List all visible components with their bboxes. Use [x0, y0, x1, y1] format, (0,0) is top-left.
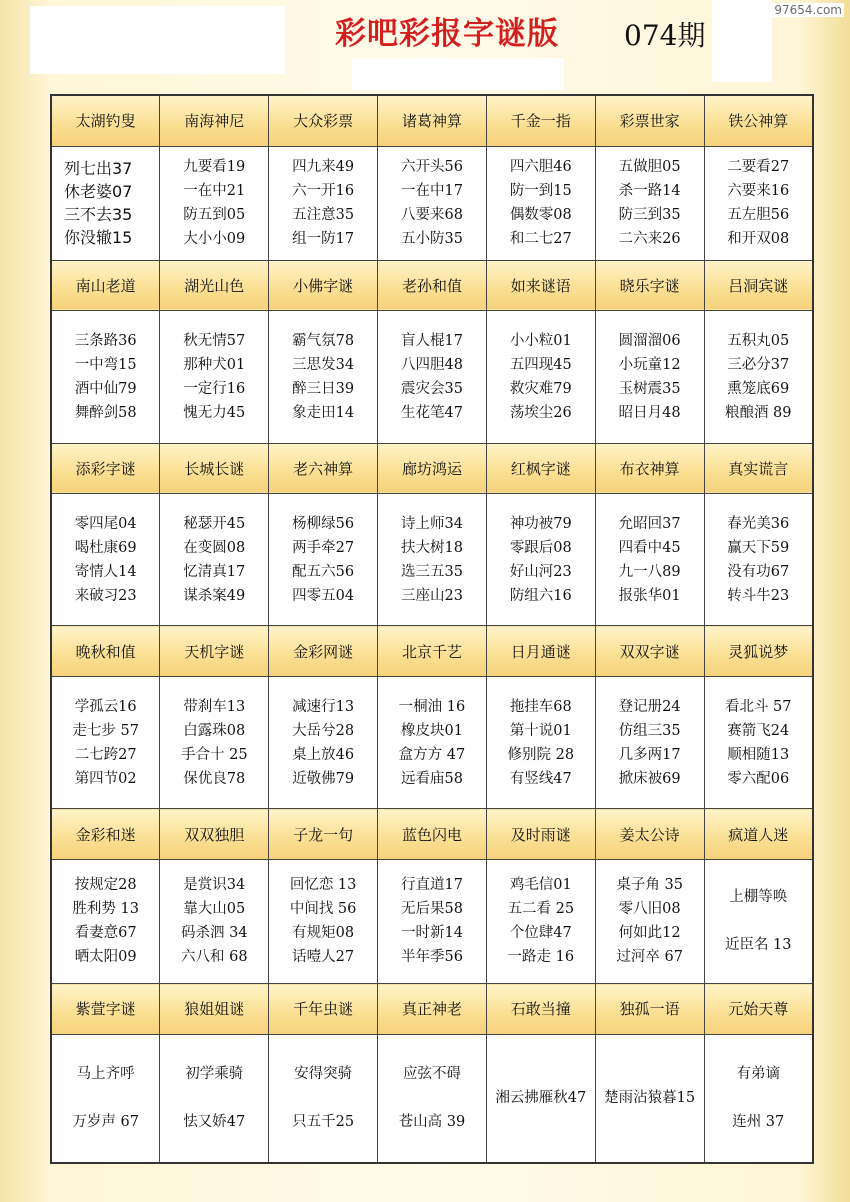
white-mask-center [352, 58, 564, 90]
puzzle-cell [378, 1034, 487, 1163]
puzzle-line: 扶大树18 [400, 539, 463, 556]
puzzle-line: 白露珠08 [183, 722, 246, 739]
puzzle-cell [595, 146, 704, 260]
puzzle-line: 仿组三35 [618, 722, 681, 739]
puzzle-line: 秘瑟开45 [183, 515, 246, 532]
puzzle-line: 允昭回37 [618, 515, 681, 532]
puzzle-line: 组一防17 [292, 231, 355, 248]
body-row [51, 311, 813, 443]
puzzle-line: 盒方方 47 [398, 746, 466, 763]
puzzle-line: 来破习23 [74, 587, 137, 604]
puzzle-cell [51, 676, 160, 808]
puzzle-line: 零八旧08 [618, 901, 681, 918]
puzzle-line: 象走田14 [292, 404, 355, 421]
puzzle-cell [595, 1034, 704, 1163]
puzzle-line: 盲人棍17 [400, 332, 463, 349]
puzzle-line: 偶数零08 [509, 207, 572, 224]
puzzle-line: 在变圆08 [183, 539, 246, 556]
puzzle-line: 四零五04 [292, 587, 355, 604]
puzzle-line: 那种犬01 [183, 356, 246, 373]
puzzle-line: 八要来68 [400, 207, 463, 224]
puzzle-line: 无后果58 [400, 901, 463, 918]
puzzle-line: 一路走 16 [507, 949, 575, 966]
white-mask-right [712, 0, 772, 82]
page-title: 彩吧彩报字谜版 [335, 16, 559, 52]
puzzle-line: 大岳兮28 [292, 722, 355, 739]
puzzle-line: 谋杀案49 [183, 587, 246, 604]
puzzle-line: 一时新14 [400, 925, 463, 942]
puzzle-line: 一定行16 [183, 380, 246, 397]
puzzle-line: 拖挂车68 [509, 698, 572, 715]
puzzle-line: 杀一路14 [618, 183, 681, 200]
puzzle-line: 顺相随13 [727, 746, 790, 763]
header-row [51, 809, 813, 860]
puzzle-line: 粮酿酒 89 [724, 404, 792, 421]
puzzle-line: 九一八89 [618, 563, 681, 580]
column-header: 及时雨谜 [486, 809, 595, 860]
puzzle-line: 五做胆05 [618, 159, 681, 176]
puzzle-line: 忆清真17 [183, 563, 246, 580]
puzzle-cell [269, 311, 378, 443]
puzzle-line: 八四胆48 [400, 356, 463, 373]
body-row [51, 676, 813, 808]
puzzle-cell [269, 676, 378, 808]
puzzle-line: 一中弯15 [74, 356, 137, 373]
puzzle-line: 个位肆47 [509, 925, 572, 942]
puzzle-line: 两手牵27 [292, 539, 355, 556]
puzzle-line: 五二看 25 [507, 901, 575, 918]
puzzle-line: 杨柳绿56 [292, 515, 355, 532]
puzzle-line: 五四现45 [509, 356, 572, 373]
puzzle-line: 零四尾04 [74, 515, 137, 532]
puzzle-cell [160, 494, 269, 626]
puzzle-cell [269, 146, 378, 260]
puzzle-line: 诗上师34 [400, 515, 463, 532]
puzzle-line: 防三到35 [618, 207, 681, 224]
puzzle-line: 六要来16 [727, 183, 790, 200]
column-header: 千金一指 [486, 95, 595, 146]
column-header: 真实谎言 [704, 443, 813, 494]
puzzle-line: 零六配06 [727, 770, 790, 787]
puzzle-line: 休老婆07 [64, 182, 133, 202]
puzzle-cell [704, 494, 813, 626]
column-header: 疯道人迷 [704, 809, 813, 860]
puzzle-line: 酒中仙79 [74, 380, 137, 397]
puzzle-line: 万岁声 67 [72, 1114, 139, 1131]
puzzle-cell [51, 311, 160, 443]
puzzle-line: 醉三日39 [292, 380, 355, 397]
column-header: 金彩网谜 [269, 626, 378, 677]
column-header: 晓乐字谜 [595, 260, 704, 311]
puzzle-cell [160, 859, 269, 983]
header-row [51, 984, 813, 1035]
column-header: 布衣神算 [595, 443, 704, 494]
column-header: 日月通谜 [486, 626, 595, 677]
puzzle-line: 好山河23 [509, 563, 572, 580]
puzzle-line: 零跟后08 [509, 539, 572, 556]
puzzle-cell [51, 859, 160, 983]
column-header: 双双字谜 [595, 626, 704, 677]
puzzle-cell [486, 1034, 595, 1163]
column-header: 南山老道 [51, 260, 160, 311]
puzzle-line: 防一到15 [509, 183, 572, 200]
puzzle-line: 寄情人14 [74, 563, 137, 580]
puzzle-line: 秋无情57 [183, 332, 246, 349]
puzzle-line: 五积丸05 [727, 332, 790, 349]
puzzle-line: 修别院 28 [507, 746, 575, 763]
puzzle-line: 桌上放46 [292, 746, 355, 763]
puzzle-line: 几多两17 [618, 746, 681, 763]
puzzle-cell [51, 146, 160, 260]
puzzle-cell [486, 494, 595, 626]
puzzle-cell [595, 859, 704, 983]
column-header: 子龙一句 [269, 809, 378, 860]
puzzle-line: 列七出37 [64, 159, 133, 179]
puzzle-line: 六八和 68 [180, 949, 248, 966]
puzzle-line: 五小防35 [400, 231, 463, 248]
puzzle-line: 靠大山05 [183, 901, 246, 918]
column-header: 老孙和值 [378, 260, 487, 311]
puzzle-cell [378, 146, 487, 260]
puzzle-cell [595, 311, 704, 443]
puzzle-line: 五注意35 [292, 207, 355, 224]
puzzle-line: 小玩童12 [618, 356, 681, 373]
puzzle-table [50, 94, 814, 1164]
puzzle-line: 何如此12 [618, 925, 681, 942]
puzzle-line: 你没辙15 [64, 228, 133, 248]
issue-number: 074期 [624, 19, 706, 52]
puzzle-line: 一在中17 [400, 183, 463, 200]
puzzle-cell [378, 494, 487, 626]
puzzle-line: 防组六16 [509, 587, 572, 604]
body-row [51, 1034, 813, 1163]
puzzle-line: 回忆恋 13 [289, 877, 357, 894]
body-row [51, 859, 813, 983]
header-row [51, 260, 813, 311]
puzzle-line: 赢天下59 [727, 539, 790, 556]
puzzle-line: 按规定28 [74, 877, 137, 894]
puzzle-cell [486, 676, 595, 808]
puzzle-line: 选三五35 [400, 563, 463, 580]
puzzle-line: 大小小09 [183, 231, 246, 248]
column-header: 姜太公诗 [595, 809, 704, 860]
puzzle-line: 昭日月48 [618, 404, 681, 421]
puzzle-line: 春光美36 [727, 515, 790, 532]
puzzle-line: 第十说01 [509, 722, 572, 739]
puzzle-line: 二七跨27 [74, 746, 137, 763]
puzzle-cell [704, 311, 813, 443]
column-header: 添彩字谜 [51, 443, 160, 494]
puzzle-line: 晒太阳09 [74, 949, 137, 966]
puzzle-cell [269, 1034, 378, 1163]
column-header: 元始天尊 [704, 984, 813, 1035]
puzzle-cell [269, 859, 378, 983]
header-row [51, 626, 813, 677]
puzzle-line: 有竖线47 [509, 770, 572, 787]
column-header: 红枫字谜 [486, 443, 595, 494]
puzzle-line: 二要看27 [727, 159, 790, 176]
puzzle-cell [704, 1034, 813, 1163]
puzzle-line: 震灾会35 [400, 380, 463, 397]
puzzle-line: 三思发34 [292, 356, 355, 373]
puzzle-line: 六开头56 [400, 159, 463, 176]
puzzle-cell [378, 859, 487, 983]
column-header: 千年虫谜 [269, 984, 378, 1035]
puzzle-line: 配五六56 [292, 563, 355, 580]
puzzle-line: 霸气氛78 [292, 332, 355, 349]
puzzle-cell [269, 494, 378, 626]
site-watermark: 97654.com [774, 3, 842, 17]
header-row [51, 443, 813, 494]
puzzle-line: 是赏识34 [183, 877, 246, 894]
column-header: 彩票世家 [595, 95, 704, 146]
body-row [51, 146, 813, 260]
column-header: 太湖钓叟 [51, 95, 160, 146]
puzzle-line: 三不去35 [64, 205, 133, 225]
puzzle-line: 三条路36 [74, 332, 137, 349]
puzzle-line: 橡皮块01 [400, 722, 463, 739]
column-header: 金彩和迷 [51, 809, 160, 860]
column-header: 廊坊鸿运 [378, 443, 487, 494]
puzzle-line: 五左胆56 [727, 207, 790, 224]
puzzle-cell [486, 859, 595, 983]
puzzle-cell [595, 494, 704, 626]
puzzle-line: 四六胆46 [509, 159, 572, 176]
puzzle-line: 带刹车13 [183, 698, 246, 715]
puzzle-line: 九要看19 [183, 159, 246, 176]
puzzle-line: 第四节02 [74, 770, 137, 787]
column-header: 双双独胆 [160, 809, 269, 860]
column-header: 真正神老 [378, 984, 487, 1035]
puzzle-line: 救灾难79 [509, 380, 572, 397]
puzzle-line: 走七步 57 [72, 722, 139, 739]
puzzle-cell [51, 1034, 160, 1163]
puzzle-line: 桌子角 35 [616, 877, 683, 894]
puzzle-line: 荡埃尘26 [509, 404, 572, 421]
column-header: 吕洞宾谜 [704, 260, 813, 311]
puzzle-line: 初学乘骑 [185, 1066, 244, 1083]
puzzle-cell [160, 311, 269, 443]
puzzle-line: 掀床被69 [618, 770, 681, 787]
puzzle-cell [51, 494, 160, 626]
puzzle-cell [160, 146, 269, 260]
header-row [51, 95, 813, 146]
column-header: 紫萱字谜 [51, 984, 160, 1035]
puzzle-line: 码杀泗 34 [180, 925, 248, 942]
puzzle-line: 舞醉剑58 [74, 404, 137, 421]
puzzle-line: 报张华01 [618, 587, 681, 604]
puzzle-line: 看北斗 57 [724, 698, 792, 715]
puzzle-line: 减速行13 [292, 698, 355, 715]
puzzle-line: 应弦不碍 [402, 1066, 461, 1083]
puzzle-line: 苍山高 39 [398, 1114, 466, 1131]
column-header: 铁公神算 [704, 95, 813, 146]
column-header: 如来谜语 [486, 260, 595, 311]
puzzle-line: 三座山23 [400, 587, 463, 604]
column-header: 晚秋和值 [51, 626, 160, 677]
puzzle-line: 玉树震35 [618, 380, 681, 397]
column-header: 灵狐说梦 [704, 626, 813, 677]
puzzle-line: 手合十 25 [180, 746, 248, 763]
puzzle-line: 鸡毛信01 [509, 877, 572, 894]
puzzle-cell [595, 676, 704, 808]
puzzle-line: 转斗牛23 [727, 587, 790, 604]
puzzle-line: 只五千25 [292, 1114, 355, 1131]
puzzle-line: 和二七27 [509, 231, 572, 248]
puzzle-cell [486, 146, 595, 260]
column-header: 老六神算 [269, 443, 378, 494]
puzzle-cell [378, 676, 487, 808]
column-header: 狼姐姐谜 [160, 984, 269, 1035]
puzzle-line: 愧无力45 [183, 404, 246, 421]
puzzle-cell [160, 676, 269, 808]
puzzle-line: 防五到05 [183, 207, 246, 224]
body-row [51, 494, 813, 626]
puzzle-line: 喝杜康69 [74, 539, 137, 556]
puzzle-cell [704, 859, 813, 983]
puzzle-cell [160, 1034, 269, 1163]
column-header: 湖光山色 [160, 260, 269, 311]
puzzle-line: 胜利势 13 [72, 901, 139, 918]
puzzle-line: 生花笔47 [400, 404, 463, 421]
puzzle-line: 行直道17 [400, 877, 463, 894]
puzzle-line: 连州 37 [732, 1114, 785, 1131]
puzzle-line: 六一开16 [292, 183, 355, 200]
puzzle-line: 没有功67 [727, 563, 790, 580]
puzzle-line: 近臣名 13 [724, 937, 792, 954]
puzzle-cell [378, 311, 487, 443]
puzzle-line: 楚雨沾猿暮15 [604, 1090, 696, 1107]
puzzle-line: 有规矩08 [292, 925, 355, 942]
puzzle-line: 一在中21 [183, 183, 246, 200]
column-header: 小佛字谜 [269, 260, 378, 311]
puzzle-line: 学孤云16 [74, 698, 137, 715]
puzzle-line: 安得突骑 [294, 1066, 353, 1083]
puzzle-line: 半年季56 [400, 949, 463, 966]
column-header: 长城长谜 [160, 443, 269, 494]
column-header: 北京千艺 [378, 626, 487, 677]
puzzle-line: 熏笼底69 [727, 380, 790, 397]
puzzle-line: 三必分37 [727, 356, 790, 373]
column-header: 天机字谜 [160, 626, 269, 677]
puzzle-line: 一桐油 16 [398, 698, 466, 715]
puzzle-line: 四看中45 [618, 539, 681, 556]
puzzle-line: 湘云拂雁秋47 [495, 1090, 587, 1107]
column-header: 南海神尼 [160, 95, 269, 146]
puzzle-line: 和开双08 [727, 231, 790, 248]
puzzle-line: 小小粒01 [509, 332, 572, 349]
puzzle-line: 远看庙58 [400, 770, 463, 787]
column-header: 诸葛神算 [378, 95, 487, 146]
puzzle-line: 登记册24 [618, 698, 681, 715]
puzzle-line: 怯又娇47 [183, 1114, 246, 1131]
puzzle-line: 圆溜溜06 [618, 332, 681, 349]
puzzle-cell [486, 311, 595, 443]
puzzle-line: 过河卒 67 [616, 949, 683, 966]
puzzle-line: 上棚等唤 [729, 889, 788, 906]
column-header: 独孤一语 [595, 984, 704, 1035]
puzzle-line: 话噎人27 [292, 949, 355, 966]
puzzle-cell [704, 146, 813, 260]
puzzle-line: 有弟谪 [736, 1066, 780, 1083]
puzzle-line: 保优良78 [183, 770, 246, 787]
puzzle-line: 看妻意67 [74, 925, 137, 942]
white-mask-left [30, 6, 285, 74]
puzzle-line: 赛箭飞24 [727, 722, 790, 739]
column-header: 石敢当撞 [486, 984, 595, 1035]
column-header: 蓝色闪电 [378, 809, 487, 860]
puzzle-line: 二六来26 [618, 231, 681, 248]
puzzle-line: 四九来49 [292, 159, 355, 176]
puzzle-line: 中间找 56 [289, 901, 357, 918]
puzzle-cell [704, 676, 813, 808]
puzzle-line: 马上齐呼 [76, 1066, 135, 1083]
puzzle-line: 近敬佛79 [292, 770, 355, 787]
column-header: 大众彩票 [269, 95, 378, 146]
puzzle-line: 神功被79 [509, 515, 572, 532]
